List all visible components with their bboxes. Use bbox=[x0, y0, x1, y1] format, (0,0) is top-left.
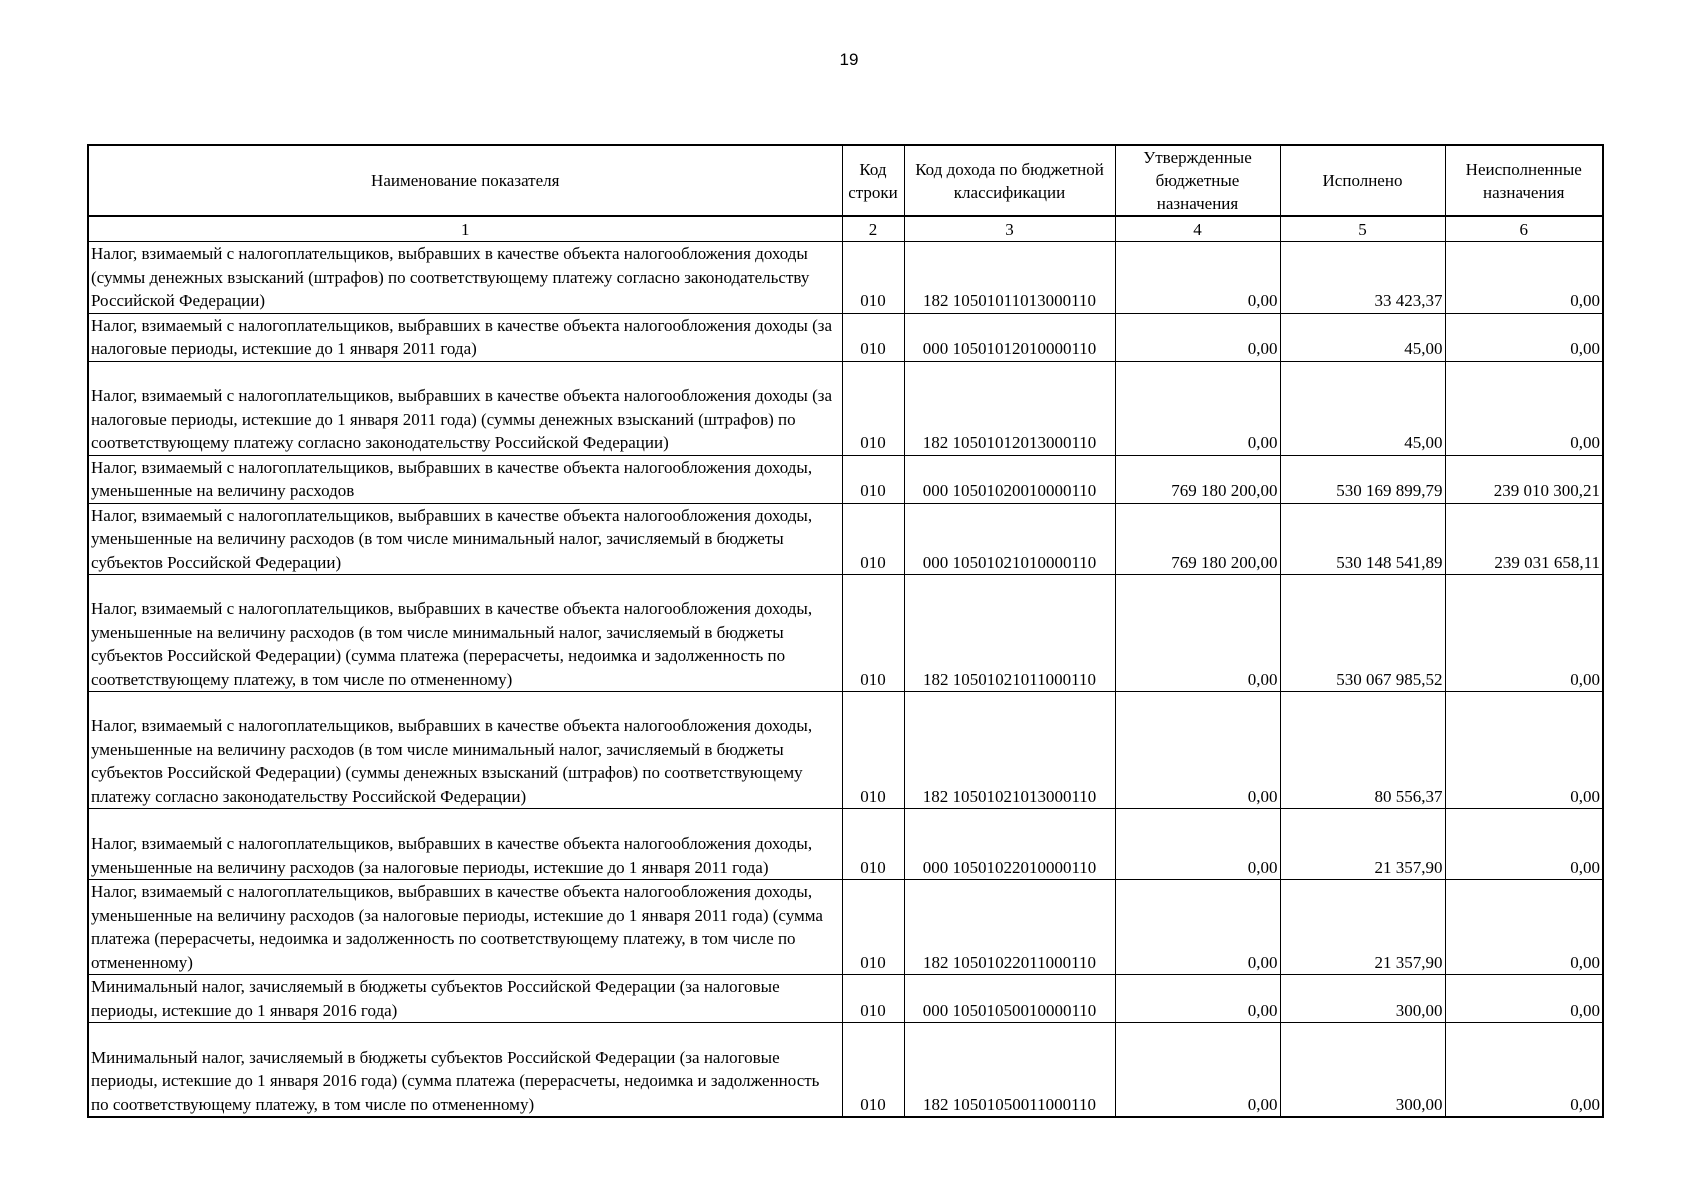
unexecuted-amount: 0,00 bbox=[1445, 809, 1603, 880]
header-row-code: Код строки bbox=[842, 145, 904, 216]
income-code: 000 10501021010000110 bbox=[904, 503, 1115, 575]
header-unexecuted: Неисполненные назначения bbox=[1445, 145, 1603, 216]
header-income-code: Код дохода по бюджетной классификации bbox=[904, 145, 1115, 216]
indicator-name: Налог, взимаемый с налогоплательщиков, выбравших в качестве объекта налогообложения доходы, уменьшенные на величину расходов (за налоговые периоды, истекшие до 1 января 2011 года) bbox=[88, 809, 842, 880]
executed-amount: 530 067 985,52 bbox=[1280, 575, 1445, 692]
income-code: 182 10501022011000110 bbox=[904, 880, 1115, 975]
row-code: 010 bbox=[842, 313, 904, 361]
approved-amount: 0,00 bbox=[1115, 975, 1280, 1023]
unexecuted-amount: 0,00 bbox=[1445, 575, 1603, 692]
table-header-row bbox=[88, 145, 1603, 216]
table-row bbox=[88, 575, 1603, 692]
table-row bbox=[88, 880, 1603, 975]
income-code: 000 10501022010000110 bbox=[904, 809, 1115, 880]
income-code: 000 10501020010000110 bbox=[904, 455, 1115, 503]
column-number: 1 bbox=[88, 216, 842, 242]
indicator-name: Налог, взимаемый с налогоплательщиков, выбравших в качестве объекта налогообложения доходы (за налоговые периоды, истекшие до 1 января 2011 года) bbox=[88, 313, 842, 361]
executed-amount: 33 423,37 bbox=[1280, 242, 1445, 314]
approved-amount: 0,00 bbox=[1115, 1023, 1280, 1118]
header-approved: Утвержденные бюджетные назначения bbox=[1115, 145, 1280, 216]
table-row bbox=[88, 361, 1603, 455]
table-row bbox=[88, 313, 1603, 361]
approved-amount: 0,00 bbox=[1115, 361, 1280, 455]
executed-amount: 530 169 899,79 bbox=[1280, 455, 1445, 503]
indicator-name: Налог, взимаемый с налогоплательщиков, выбравших в качестве объекта налогообложения доходы (за налоговые периоды, истекшие до 1 января 2011 года) (суммы денежных взысканий (штрафов) по соответствующему платежу согласно законодательству Российской Федерации) bbox=[88, 361, 842, 455]
approved-amount: 0,00 bbox=[1115, 809, 1280, 880]
approved-amount: 0,00 bbox=[1115, 575, 1280, 692]
column-number: 2 bbox=[842, 216, 904, 242]
income-code: 000 10501012010000110 bbox=[904, 313, 1115, 361]
approved-amount: 769 180 200,00 bbox=[1115, 455, 1280, 503]
income-code: 182 10501012013000110 bbox=[904, 361, 1115, 455]
executed-amount: 45,00 bbox=[1280, 361, 1445, 455]
unexecuted-amount: 0,00 bbox=[1445, 975, 1603, 1023]
table-row bbox=[88, 809, 1603, 880]
executed-amount: 300,00 bbox=[1280, 975, 1445, 1023]
table-row bbox=[88, 1023, 1603, 1118]
executed-amount: 21 357,90 bbox=[1280, 880, 1445, 975]
indicator-name: Налог, взимаемый с налогоплательщиков, выбравших в качестве объекта налогообложения доходы, уменьшенные на величину расходов bbox=[88, 455, 842, 503]
row-code: 010 bbox=[842, 880, 904, 975]
unexecuted-amount: 239 010 300,21 bbox=[1445, 455, 1603, 503]
unexecuted-amount: 0,00 bbox=[1445, 1023, 1603, 1118]
table-row bbox=[88, 242, 1603, 314]
income-code: 182 10501021011000110 bbox=[904, 575, 1115, 692]
column-number: 5 bbox=[1280, 216, 1445, 242]
indicator-name: Минимальный налог, зачисляемый в бюджеты субъектов Российской Федерации (за налоговые периоды, истекшие до 1 января 2016 года) (сумма платежа (перерасчеты, недоимка и задолженность по соответствующему платежу, в том числе по отмененному) bbox=[88, 1023, 842, 1118]
row-code: 010 bbox=[842, 575, 904, 692]
unexecuted-amount: 239 031 658,11 bbox=[1445, 503, 1603, 575]
indicator-name: Налог, взимаемый с налогоплательщиков, выбравших в качестве объекта налогообложения доходы, уменьшенные на величину расходов (в том числе минимальный налог, зачисляемый в бюджеты субъектов Российской Федерации) (суммы денежных взысканий (штрафов) по соответствующему платежу согласно законодательству Российской Федерации) bbox=[88, 692, 842, 809]
header-executed: Исполнено bbox=[1280, 145, 1445, 216]
table-row bbox=[88, 692, 1603, 809]
row-code: 010 bbox=[842, 975, 904, 1023]
row-code: 010 bbox=[842, 1023, 904, 1118]
executed-amount: 45,00 bbox=[1280, 313, 1445, 361]
unexecuted-amount: 0,00 bbox=[1445, 242, 1603, 314]
header-name: Наименование показателя bbox=[88, 145, 842, 216]
indicator-name: Налог, взимаемый с налогоплательщиков, выбравших в качестве объекта налогообложения доходы, уменьшенные на величину расходов (в том числе минимальный налог, зачисляемый в бюджеты субъектов Российской Федерации) bbox=[88, 503, 842, 575]
approved-amount: 769 180 200,00 bbox=[1115, 503, 1280, 575]
unexecuted-amount: 0,00 bbox=[1445, 880, 1603, 975]
executed-amount: 21 357,90 bbox=[1280, 809, 1445, 880]
income-code: 182 10501050011000110 bbox=[904, 1023, 1115, 1118]
page-number: 19 bbox=[839, 50, 859, 69]
income-code: 182 10501011013000110 bbox=[904, 242, 1115, 314]
table-row bbox=[88, 455, 1603, 503]
column-number: 6 bbox=[1445, 216, 1603, 242]
indicator-name: Налог, взимаемый с налогоплательщиков, выбравших в качестве объекта налогообложения доходы, уменьшенные на величину расходов (за налоговые периоды, истекшие до 1 января 2011 года) (сумма платежа (перерасчеты, недоимка и задолженность по соответствующему платежу, в том числе по отмененному) bbox=[88, 880, 842, 975]
unexecuted-amount: 0,00 bbox=[1445, 692, 1603, 809]
approved-amount: 0,00 bbox=[1115, 880, 1280, 975]
column-number-row bbox=[88, 216, 1603, 242]
approved-amount: 0,00 bbox=[1115, 313, 1280, 361]
row-code: 010 bbox=[842, 455, 904, 503]
column-number: 3 bbox=[904, 216, 1115, 242]
income-code: 182 10501021013000110 bbox=[904, 692, 1115, 809]
row-code: 010 bbox=[842, 242, 904, 314]
row-code: 010 bbox=[842, 503, 904, 575]
approved-amount: 0,00 bbox=[1115, 692, 1280, 809]
unexecuted-amount: 0,00 bbox=[1445, 361, 1603, 455]
row-code: 010 bbox=[842, 692, 904, 809]
executed-amount: 530 148 541,89 bbox=[1280, 503, 1445, 575]
row-code: 010 bbox=[842, 361, 904, 455]
indicator-name: Налог, взимаемый с налогоплательщиков, выбравших в качестве объекта налогообложения доходы, уменьшенные на величину расходов (в том числе минимальный налог, зачисляемый в бюджеты субъектов Российской Федерации) (сумма платежа (перерасчеты, недоимка и задолженность по соответствующему платежу, в том числе по отмененному) bbox=[88, 575, 842, 692]
approved-amount: 0,00 bbox=[1115, 242, 1280, 314]
executed-amount: 80 556,37 bbox=[1280, 692, 1445, 809]
budget-execution-table bbox=[87, 144, 1604, 1118]
indicator-name: Минимальный налог, зачисляемый в бюджеты субъектов Российской Федерации (за налоговые периоды, истекшие до 1 января 2016 года) bbox=[88, 975, 842, 1023]
executed-amount: 300,00 bbox=[1280, 1023, 1445, 1118]
table-row bbox=[88, 975, 1603, 1023]
row-code: 010 bbox=[842, 809, 904, 880]
income-code: 000 10501050010000110 bbox=[904, 975, 1115, 1023]
indicator-name: Налог, взимаемый с налогоплательщиков, выбравших в качестве объекта налогообложения доходы (суммы денежных взысканий (штрафов) по соответствующему платежу согласно законодательству Российской Федерации) bbox=[88, 242, 842, 314]
unexecuted-amount: 0,00 bbox=[1445, 313, 1603, 361]
column-number: 4 bbox=[1115, 216, 1280, 242]
table-row bbox=[88, 503, 1603, 575]
